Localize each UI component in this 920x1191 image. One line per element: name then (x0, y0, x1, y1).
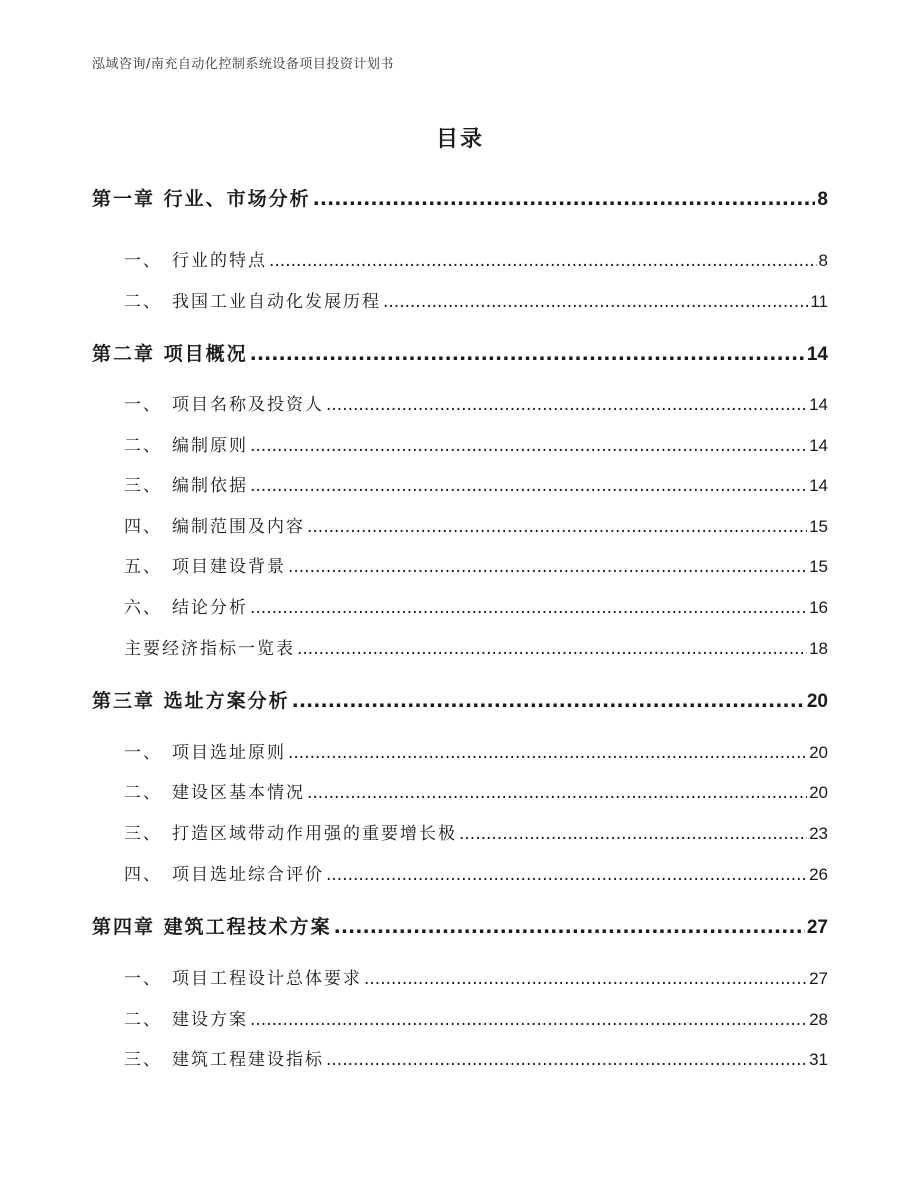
toc-entry-label (124, 390, 324, 415)
dot-leader (250, 1010, 807, 1030)
dot-leader (326, 395, 807, 415)
dot-leader (297, 639, 807, 659)
toc-entry-text: 项目选址综合评价 (172, 865, 324, 885)
dot-leader (250, 598, 807, 618)
toc-entry-label (124, 471, 248, 496)
toc-page-number: 31 (809, 1050, 828, 1069)
toc-page-number: 26 (809, 865, 828, 884)
dot-leader (250, 436, 807, 456)
toc-page-number: 15 (809, 557, 828, 576)
toc-section-entry[interactable] (124, 964, 828, 990)
toc-page-number: 20 (809, 783, 828, 802)
dot-leader (250, 476, 807, 496)
toc-page-number: 28 (809, 1010, 828, 1029)
toc-page-number: 8 (817, 189, 828, 210)
dot-leader (269, 251, 817, 271)
toc-entry-number: 一、 (124, 969, 162, 989)
toc-entry-text: 编制原则 (172, 436, 248, 456)
toc-entry-number: 三、 (124, 1050, 162, 1070)
dot-leader (459, 824, 807, 844)
toc-section-entry[interactable] (124, 819, 828, 845)
toc-entry-number: 三、 (124, 824, 162, 844)
toc-entry-number: 二、 (124, 292, 162, 312)
toc-entry-text: 主要经济指标一览表 (124, 639, 295, 659)
toc-page-number: 11 (810, 292, 828, 311)
toc-page-number: 8 (818, 251, 828, 270)
toc-entry-label (124, 964, 362, 989)
toc-page-number: 14 (809, 395, 828, 414)
toc-section-entry[interactable] (124, 552, 828, 578)
toc-entry-label (124, 287, 381, 312)
toc-entry-text: 项目工程设计总体要求 (172, 969, 362, 989)
toc-entry-label (124, 634, 295, 659)
toc-entry-label (124, 246, 267, 271)
toc-entry-text: 项目名称及投资人 (172, 395, 324, 415)
toc-page-number: 16 (809, 598, 828, 617)
toc-section-entry[interactable] (124, 512, 828, 538)
dot-leader (326, 1050, 807, 1070)
toc-entry-text: 第三章 选址方案分析 (92, 690, 290, 712)
toc-entry-number: 一、 (124, 395, 162, 415)
toc-entry-text: 建筑工程建设指标 (172, 1050, 324, 1070)
dot-leader (288, 557, 807, 577)
dot-leader (292, 690, 805, 712)
toc-section-entry[interactable] (124, 1045, 828, 1071)
toc-section-entry[interactable] (124, 431, 828, 457)
toc-page-number: 27 (809, 969, 828, 988)
toc-page-number: 14 (809, 476, 828, 495)
toc-entry-text: 行业的特点 (172, 251, 267, 271)
toc-entry-label (92, 184, 311, 211)
toc-entry-label (124, 552, 286, 577)
toc-chapter-entry[interactable] (92, 339, 828, 365)
toc-entry-text: 第一章 行业、市场分析 (92, 188, 311, 210)
toc-entry-text: 项目选址原则 (172, 743, 286, 763)
toc-section-entry[interactable] (124, 860, 828, 886)
toc-page-number: 15 (809, 517, 828, 536)
toc-entry-text: 第二章 项目概况 (92, 343, 248, 365)
toc-entry-label (124, 738, 286, 763)
toc-section-entry[interactable] (124, 1005, 828, 1031)
toc-entry-label (124, 593, 248, 618)
toc-entry-text: 编制范围及内容 (172, 517, 305, 537)
toc-entry-label (124, 860, 324, 885)
toc-entry-text: 第四章 建筑工程技术方案 (92, 916, 332, 938)
dot-leader (383, 292, 808, 312)
toc-page-number: 14 (806, 344, 828, 365)
toc-entry-label (92, 686, 290, 713)
toc-page-number: 18 (809, 639, 828, 658)
toc-entry-label (124, 431, 248, 456)
toc-entry-label (92, 339, 248, 366)
toc-page-number: 27 (806, 917, 828, 938)
toc-entry-number: 五、 (124, 557, 162, 577)
toc-entry-number: 三、 (124, 476, 162, 496)
toc-entry-number: 二、 (124, 436, 162, 456)
toc-page-number: 20 (806, 691, 828, 712)
dot-leader (307, 517, 807, 537)
toc-chapter-entry[interactable] (92, 912, 828, 938)
toc-entry-number: 六、 (124, 598, 162, 618)
toc-section-entry[interactable] (124, 287, 828, 313)
toc-entry-number: 一、 (124, 743, 162, 763)
toc-page-number: 14 (809, 436, 828, 455)
dot-leader (307, 783, 807, 803)
running-header: 泓域咨询/南充自动化控制系统设备项目投资计划书 (92, 57, 394, 72)
toc-section-entry[interactable] (124, 738, 828, 764)
toc-section-entry[interactable] (124, 634, 828, 660)
toc-entry-number: 一、 (124, 251, 162, 271)
toc-entry-label (92, 912, 332, 939)
toc-entry-text: 打造区域带动作用强的重要增长极 (172, 824, 457, 844)
dot-leader (313, 188, 816, 210)
toc-section-entry[interactable] (124, 778, 828, 804)
toc-entry-label (124, 1045, 324, 1070)
toc-entry-text: 我国工业自动化发展历程 (172, 292, 381, 312)
toc-entry-text: 建设方案 (172, 1010, 248, 1030)
toc-section-entry[interactable] (124, 593, 828, 619)
dot-leader (250, 343, 805, 365)
toc-entry-number: 二、 (124, 783, 162, 803)
toc-title: 目录 (435, 127, 484, 152)
toc-chapter-entry[interactable] (92, 686, 828, 712)
toc-section-entry[interactable] (124, 471, 828, 497)
toc-entry-text: 建设区基本情况 (172, 783, 305, 803)
toc-entry-number: 四、 (124, 517, 162, 537)
toc-entry-text: 编制依据 (172, 476, 248, 496)
dot-leader (326, 865, 807, 885)
dot-leader (334, 916, 805, 938)
dot-leader (288, 743, 807, 763)
dot-leader (364, 969, 807, 989)
toc-entry-number: 四、 (124, 865, 162, 885)
toc-section-entry[interactable] (124, 390, 828, 416)
toc-section-entry[interactable] (124, 246, 828, 272)
toc-entry-label (124, 512, 305, 537)
toc-entry-label (124, 778, 305, 803)
toc-page-number: 20 (809, 743, 828, 762)
toc-entry-text: 结论分析 (172, 598, 248, 618)
toc-entry-text: 项目建设背景 (172, 557, 286, 577)
toc-entry-label (124, 1005, 248, 1030)
toc-page-number: 23 (809, 824, 828, 843)
toc-chapter-entry[interactable] (92, 184, 828, 210)
toc-entry-label (124, 819, 457, 844)
toc-entry-number: 二、 (124, 1010, 162, 1030)
